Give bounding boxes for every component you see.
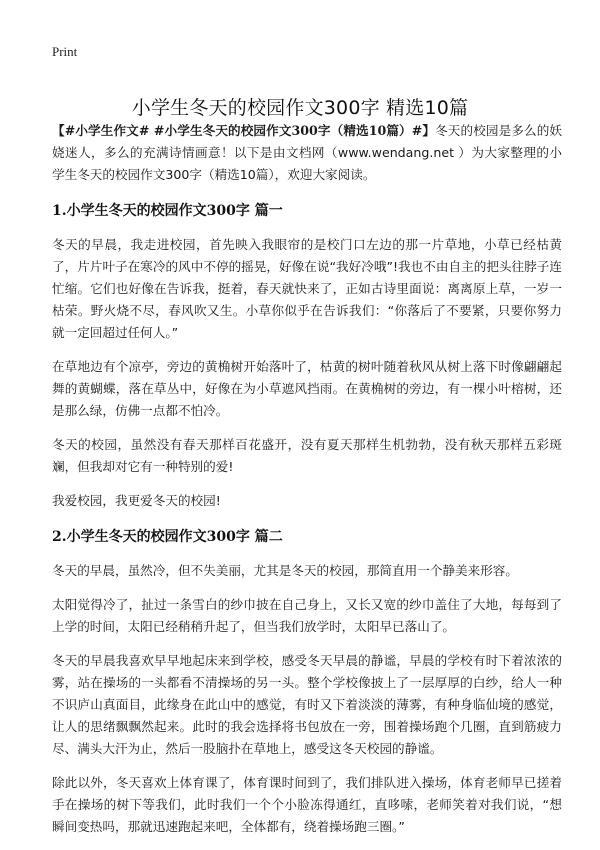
intro-text: 冬天的校园是多么的妖娆迷人，多么的充满诗情画意！以下是由文档网（www.wendang.net ）为大家整理的小学生冬天的校园作文300字（精选10篇），欢迎大家阅读。 [52,123,562,182]
intro-paragraph [52,120,562,186]
article-body [52,120,562,850]
section-2-paragraph: 除此以外，冬天喜欢上体育课了，体育课时间到了，我们排队进入操场，体育老师早已搓着手在操场的树下等我们，此时我们一个个小脸冻得通红，直哆嗦，老师笑着对我们说，“想瞬间变热吗，那就迅速跑起来吧，全体都有，绕着操场跑三圈。” [52,775,562,834]
section-2-paragraph: 冬天的早晨我喜欢早早地起床来到学校，感受冬天早晨的静谧，早晨的学校有时下着浓浓的雾，站在操场的一头都看不清操场的另一头。整个学校像披上了一层厚厚的白纱，给人一种不识庐山真面目，此缘身在此山中的感觉，有时又下着淡淡的薄雾，有种身临仙境的感觉，让人的思绪飘飘然起来。此时的我会选择将书包放在一旁，围着操场跑个几圈，直到筋疲力尽、满头大汗为止，然后一股脑扑在草地上，感受这冬天校园的静谧。 [52,653,562,756]
section-2-heading: 2.小学生冬天的校园作文300字 篇二 [52,529,283,545]
section-2-paragraph: 冬天的早晨，虽然冷，但不失美丽，尤其是冬天的校园，那简直用一个静美来形容。 [52,563,518,578]
print-label: Print [52,44,78,59]
section-1-paragraph: 我爱校园，我更爱冬天的校园! [52,493,221,508]
section-1-paragraph: 冬天的早晨，我走进校园，首先映入我眼帘的是校门口左边的那一片草地，小草已经枯黄了，片片叶子在寒冷的风中不停的摇晃，好像在说“我好冷哦”!我也不由自主的把头往脖子连忙缩。它们也好像在告诉我，挺着，春天就快来了，正如古诗里面说：离离原上草，一岁一枯荣。野火烧不尽，春风吹又生。小草你似乎在告诉我们：“你落后了不要紧，只要你努力就一定回超过任何人。” [52,237,562,340]
section-1-paragraph: 在草地边有个凉亭，旁边的黄桷树开始落叶了，枯黄的树叶随着秋风从树上落下时像翩翩起舞的黄蝴蝶，落在草丛中，好像在为小草遮风挡雨。在黄桷树的旁边，有一棵小叶榕树，还是那么绿，仿佛一点都不怕冷。 [52,359,562,418]
section-1-paragraph: 冬天的校园，虽然没有春天那样百花盛开，没有夏天那样生机勃勃，没有秋天那样五彩斑斓，但我却对它有一种特别的爱! [52,437,562,474]
page-title: 小学生冬天的校园作文300字 精选10篇 [131,96,469,119]
section-1-heading: 1.小学生冬天的校园作文300字 篇一 [52,203,283,219]
intro-tag-line: 【#小学生作文# #小学生冬天的校园作文300字（精选10篇）#】 [52,123,436,138]
section-2-paragraph: 太阳觉得冷了，扯过一条雪白的纱巾披在自己身上，又长又宽的纱巾盖住了大地，每每到了上学的时间，太阳已经稍稍升起了，但当我们放学时，太阳早已落山了。 [52,597,562,634]
